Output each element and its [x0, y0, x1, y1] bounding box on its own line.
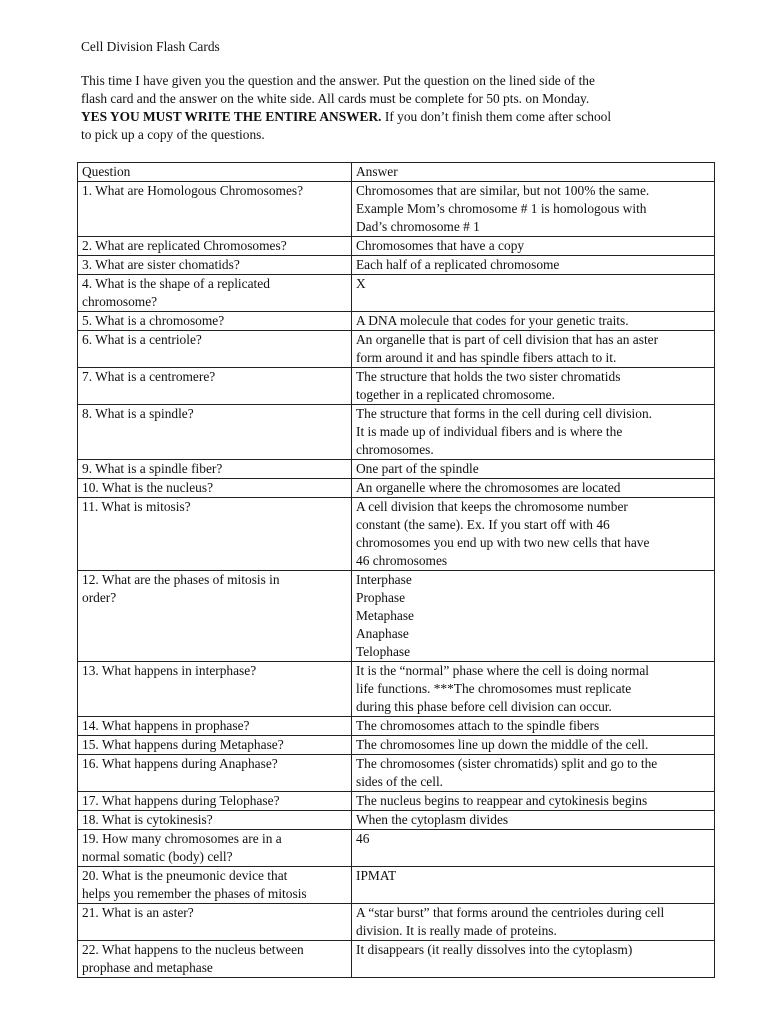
question-cell	[78, 904, 352, 941]
question-cell	[78, 830, 352, 867]
answer-cell-line: One part of the spindle	[356, 461, 479, 476]
question-cell-line: 2. What are replicated Chromosomes?	[82, 238, 287, 253]
answer-cell-line: The chromosomes line up down the middle of the cell.	[356, 737, 649, 752]
question-cell	[78, 736, 352, 755]
table-row	[78, 182, 715, 237]
question-cell-line: 17. What happens during Telophase?	[82, 793, 280, 808]
answer-cell-line: The structure that forms in the cell during cell division.	[356, 406, 653, 421]
answer-cell-line: constant (the same). Ex. If you start off with 46	[356, 517, 610, 532]
question-cell-line: 19. How many chromosomes are in a	[82, 831, 282, 846]
page-title: Cell Division Flash Cards	[81, 39, 220, 54]
answer-cell-line: An organelle where the chromosomes are located	[356, 480, 621, 495]
answer-cell-line: sides of the cell.	[356, 774, 444, 789]
answer-cell	[352, 867, 715, 904]
answer-cell	[352, 904, 715, 941]
table-row	[78, 755, 715, 792]
answer-cell	[352, 662, 715, 717]
question-cell	[78, 867, 352, 904]
instructions-line: to pick up a copy of the questions.	[81, 127, 265, 142]
question-cell-line: 3. What are sister chomatids?	[82, 257, 240, 272]
table-row	[78, 904, 715, 941]
table-header-row	[78, 163, 715, 182]
table-row	[78, 811, 715, 830]
answer-cell-line: during this phase before cell division can occur.	[356, 699, 612, 714]
question-cell	[78, 312, 352, 331]
question-cell	[78, 182, 352, 237]
answer-cell-line: form around it and has spindle fibers attach to it.	[356, 350, 617, 365]
question-cell	[78, 275, 352, 312]
instructions-line	[81, 108, 721, 126]
table-row	[78, 571, 715, 662]
answer-cell	[352, 256, 715, 275]
table-row	[78, 717, 715, 736]
answer-cell	[352, 498, 715, 571]
question-cell-line: 21. What is an aster?	[82, 905, 194, 920]
flash-card-table	[77, 162, 715, 978]
answer-cell-line: Chromosomes that are similar, but not 100% the same.	[356, 183, 650, 198]
answer-cell-line: A cell division that keeps the chromosome number	[356, 499, 628, 514]
answer-cell-line: Metaphase	[356, 608, 415, 623]
instructions-line-rest: If you don’t finish them come after school	[381, 109, 612, 124]
table-row	[78, 331, 715, 368]
answer-cell-line: chromosomes.	[356, 442, 434, 457]
table-row	[78, 662, 715, 717]
answer-cell-line: life functions. ***The chromosomes must replicate	[356, 681, 632, 696]
table-row	[78, 867, 715, 904]
table-body	[78, 182, 715, 978]
question-cell-line: 11. What is mitosis?	[82, 499, 191, 514]
question-cell-line: helps you remember the phases of mitosis	[82, 886, 307, 901]
question-cell	[78, 479, 352, 498]
answer-cell-line: chromosomes you end up with two new cells that have	[356, 535, 650, 550]
question-cell-line: 1. What are Homologous Chromosomes?	[82, 183, 304, 198]
question-cell-line: 10. What is the nucleus?	[82, 480, 214, 495]
answer-cell	[352, 479, 715, 498]
question-cell	[78, 331, 352, 368]
instructions-line: flash card and the answer on the white side. All cards must be complete for 50 pts. on Monday.	[81, 91, 590, 106]
answer-cell	[352, 331, 715, 368]
question-cell-line: chromosome?	[82, 294, 158, 309]
question-cell-line: 16. What happens during Anaphase?	[82, 756, 278, 771]
table-row	[78, 941, 715, 978]
question-cell-line: 9. What is a spindle fiber?	[82, 461, 223, 476]
answer-cell	[352, 368, 715, 405]
question-cell	[78, 571, 352, 662]
question-cell-line: 12. What are the phases of mitosis in	[82, 572, 280, 587]
answer-cell-line: It is made up of individual fibers and is where the	[356, 424, 623, 439]
table-row	[78, 498, 715, 571]
answer-cell	[352, 312, 715, 331]
answer-cell	[352, 941, 715, 978]
question-cell-line: 22. What happens to the nucleus between	[82, 942, 304, 957]
question-cell	[78, 405, 352, 460]
table-row	[78, 460, 715, 479]
question-cell-line: 20. What is the pneumonic device that	[82, 868, 288, 883]
question-cell-line: 13. What happens in interphase?	[82, 663, 257, 678]
answer-cell-line: IPMAT	[356, 868, 397, 883]
answer-cell	[352, 811, 715, 830]
answer-cell-line: Interphase	[356, 572, 412, 587]
instructions-paragraph	[81, 72, 721, 144]
answer-column-header: Answer	[352, 163, 715, 182]
answer-cell-line: 46	[356, 831, 370, 846]
question-cell-line: prophase and metaphase	[82, 960, 213, 975]
table-row	[78, 368, 715, 405]
instructions-line: This time I have given you the question and the answer. Put the question on the lined side of the	[81, 73, 595, 88]
question-cell-line: 7. What is a centromere?	[82, 369, 216, 384]
answer-cell-line: When the cytoplasm divides	[356, 812, 509, 827]
answer-cell-line: A “star burst” that forms around the centrioles during cell	[356, 905, 665, 920]
answer-cell-line: division. It is really made of proteins.	[356, 923, 557, 938]
answer-cell	[352, 571, 715, 662]
answer-cell-line: The chromosomes attach to the spindle fibers	[356, 718, 600, 733]
answer-cell-line: Chromosomes that have a copy	[356, 238, 525, 253]
answer-cell-line: It disappears (it really dissolves into the cytoplasm)	[356, 942, 633, 957]
answer-cell	[352, 717, 715, 736]
question-cell	[78, 755, 352, 792]
answer-cell	[352, 275, 715, 312]
answer-cell-line: It is the “normal” phase where the cell is doing normal	[356, 663, 650, 678]
answer-cell-line: Example Mom’s chromosome # 1 is homologous with	[356, 201, 647, 216]
answer-cell	[352, 792, 715, 811]
answer-cell-line: Prophase	[356, 590, 406, 605]
question-cell	[78, 368, 352, 405]
question-cell	[78, 811, 352, 830]
question-cell-line: 4. What is the shape of a replicated	[82, 276, 270, 291]
answer-cell	[352, 405, 715, 460]
question-cell	[78, 237, 352, 256]
question-cell	[78, 662, 352, 717]
question-cell	[78, 256, 352, 275]
table-row	[78, 479, 715, 498]
table-row	[78, 275, 715, 312]
answer-cell-line: The chromosomes (sister chromatids) split and go to the	[356, 756, 658, 771]
question-cell-line: 6. What is a centriole?	[82, 332, 202, 347]
answer-cell	[352, 460, 715, 479]
table-row	[78, 405, 715, 460]
question-cell-line: 18. What is cytokinesis?	[82, 812, 213, 827]
answer-cell	[352, 755, 715, 792]
answer-cell-line: Each half of a replicated chromosome	[356, 257, 560, 272]
question-cell-line: 14. What happens in prophase?	[82, 718, 250, 733]
answer-cell-line: The nucleus begins to reappear and cytokinesis begins	[356, 793, 648, 808]
question-cell	[78, 717, 352, 736]
question-cell	[78, 498, 352, 571]
answer-cell-line: 46 chromosomes	[356, 553, 448, 568]
question-cell-line: order?	[82, 590, 117, 605]
question-cell	[78, 941, 352, 978]
table-row	[78, 830, 715, 867]
answer-cell-line: X	[356, 276, 366, 291]
instructions-emphasis: YES YOU MUST WRITE THE ENTIRE ANSWER.	[81, 109, 382, 124]
answer-cell-line: Anaphase	[356, 626, 409, 641]
table-row	[78, 256, 715, 275]
question-cell-line: 5. What is a chromosome?	[82, 313, 225, 328]
table-row	[78, 237, 715, 256]
question-cell-line: normal somatic (body) cell?	[82, 849, 233, 864]
table-row	[78, 736, 715, 755]
question-cell-line: 8. What is a spindle?	[82, 406, 194, 421]
question-cell-line: 15. What happens during Metaphase?	[82, 737, 284, 752]
answer-cell	[352, 237, 715, 256]
answer-cell-line: Dad’s chromosome # 1	[356, 219, 480, 234]
question-cell	[78, 460, 352, 479]
answer-cell-line: together in a replicated chromosome.	[356, 387, 555, 402]
answer-cell-line: The structure that holds the two sister chromatids	[356, 369, 621, 384]
answer-cell-line: An organelle that is part of cell division that has an aster	[356, 332, 659, 347]
table-row	[78, 792, 715, 811]
answer-cell	[352, 830, 715, 867]
answer-cell	[352, 736, 715, 755]
answer-cell-line: A DNA molecule that codes for your genetic traits.	[356, 313, 629, 328]
answer-cell	[352, 182, 715, 237]
answer-cell-line: Telophase	[356, 644, 411, 659]
table-row	[78, 312, 715, 331]
question-cell	[78, 792, 352, 811]
question-column-header: Question	[78, 163, 352, 182]
